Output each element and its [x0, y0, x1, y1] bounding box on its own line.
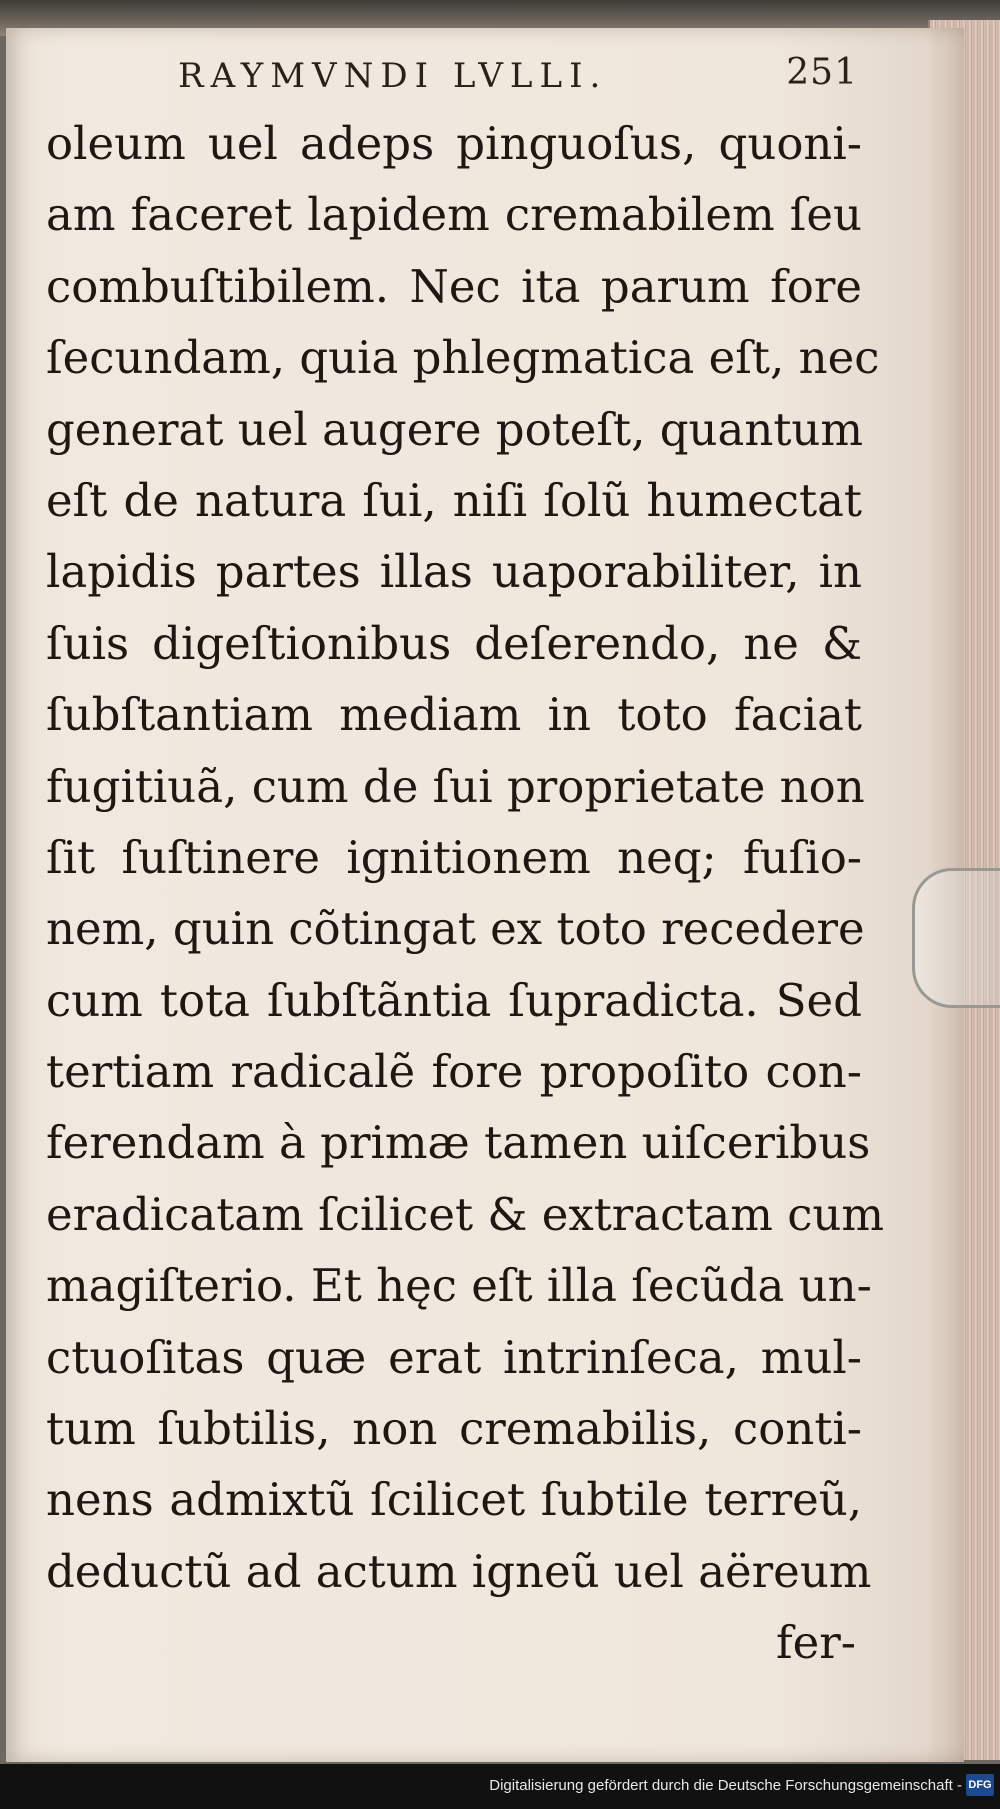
page-clip: [912, 868, 1000, 1008]
text-line: am faceret lapidem cremabilem ſeu: [46, 188, 862, 242]
text-line: eradicatam ſcilicet & extractam cum: [46, 1187, 885, 1241]
digitization-footer: [0, 1764, 1000, 1809]
text-line: eſt de natura ſui, niſi ſolũ humectat: [46, 473, 862, 527]
funding-credit: Digitalisierung gefördert durch die Deutsche Forschungsgemeinschaft -: [489, 1777, 962, 1794]
page-number: 251: [786, 52, 858, 93]
catchword: fer-: [775, 1616, 856, 1670]
text-line: combuſtibilem. Nec ita parum fore: [46, 259, 862, 313]
text-line: ſecundam, quia phlegmatica eſt, nec: [46, 331, 880, 385]
running-head: [178, 50, 858, 100]
text-line: deductũ ad actum igneũ uel aëreum: [46, 1544, 872, 1598]
text-line: ſuis digeſtionibus deſerendo, ne &: [46, 616, 862, 670]
text-line: tum ſubtilis, non cremabilis, conti-: [46, 1402, 862, 1456]
text-line: cum tota ſubſtãntia ſupradicta. Sed: [46, 973, 862, 1027]
text-line: generat uel augere poteſt, quantum: [46, 402, 864, 456]
text-line: ctuoſitas quæ erat intrinſeca, mul-: [46, 1330, 862, 1384]
text-line: ſubſtantiam mediam in toto faciat: [46, 688, 862, 742]
text-line: magiſterio. Et hęc eſt illa ſecũda un-: [46, 1259, 872, 1313]
text-line: lapidis partes illas uaporabiliter, in: [46, 545, 862, 599]
running-title: RAYMVNDI LVLLI.: [178, 56, 608, 96]
body-text: [46, 108, 885, 1679]
text-line: fugitiuã, cum de ſui proprietate non: [46, 759, 865, 813]
text-line: ſit ſuſtinere ignitionem neq; fuſio-: [46, 830, 862, 884]
dfg-logo-icon: DFG: [966, 1774, 994, 1796]
text-line: nem, quin cõtingat ex toto recedere: [46, 902, 865, 956]
text-line: oleum uel adeps pinguoſus, quoni-: [46, 117, 862, 170]
text-line: nens admixtũ ſcilicet ſubtile terreũ,: [46, 1473, 862, 1527]
text-line: tertiam radicalẽ fore propoſito con-: [46, 1045, 862, 1099]
text-line: ferendam à primæ tamen uiſceribus: [46, 1116, 871, 1170]
